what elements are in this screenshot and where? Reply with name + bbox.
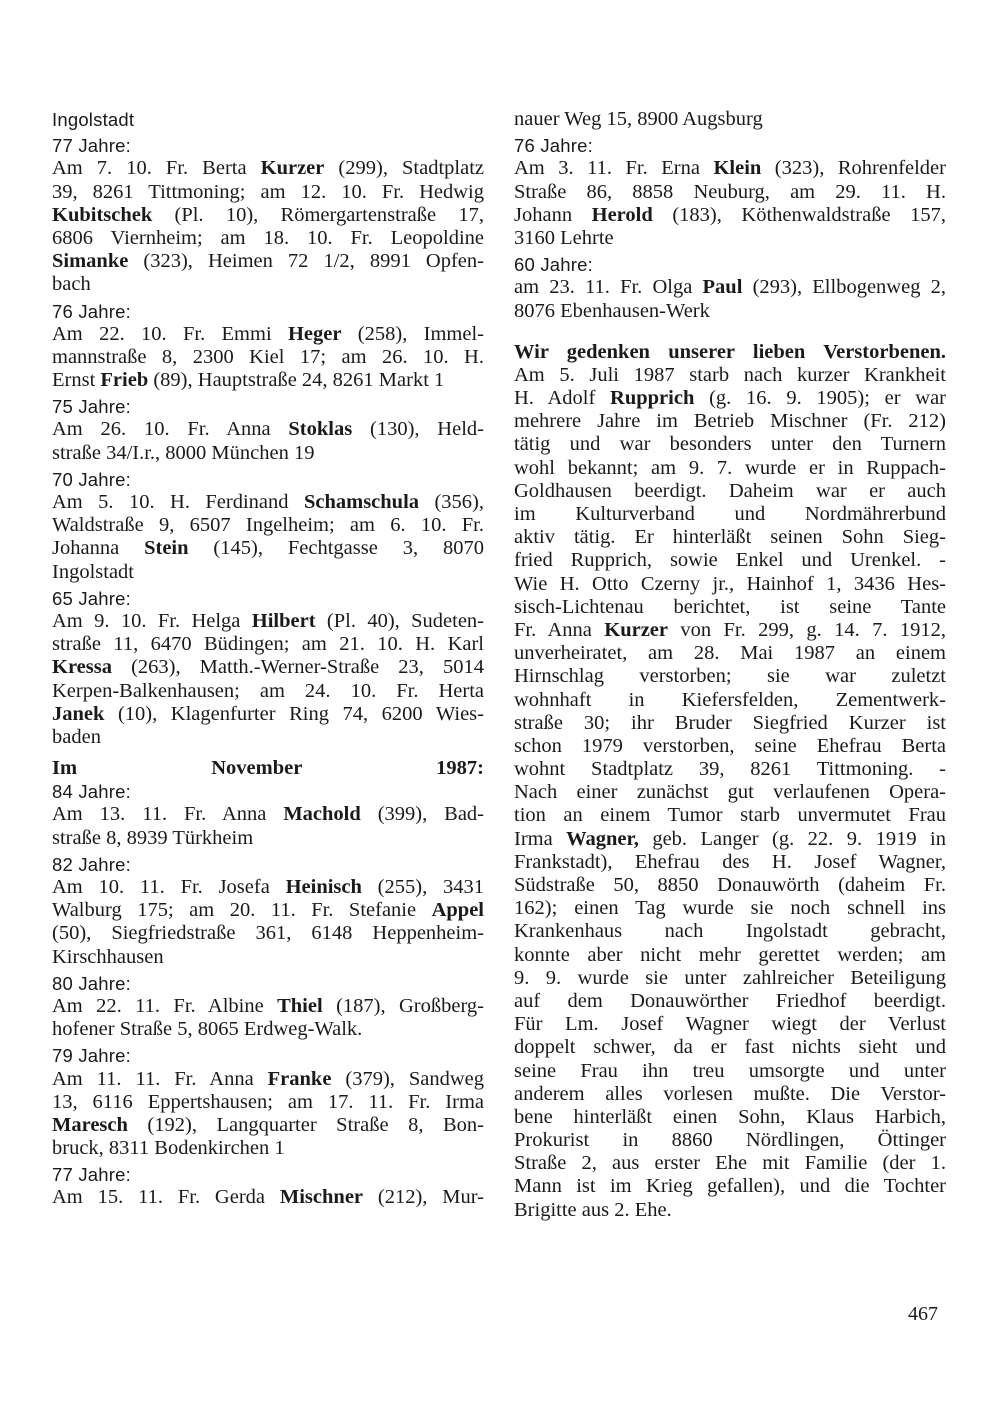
text-line	[52, 1091, 484, 1114]
text-segment: Waldstraße 9, 6507 Ingelheim; am 6. 10. Fr.	[52, 514, 484, 537]
text-block	[514, 108, 946, 131]
text-segment: (10), Klagenfurter Ring 74, 6200 Wies-	[104, 702, 484, 725]
text-line	[514, 204, 946, 227]
text-segment: anderem alles vorlesen mußte. Die Verstor-	[514, 1082, 946, 1105]
text-line	[514, 526, 946, 549]
text-line	[514, 480, 946, 503]
text-segment: Am 22. 10. Fr. Emmi	[52, 322, 288, 345]
right-column	[514, 108, 946, 1222]
text-line	[514, 276, 946, 299]
text-line	[52, 204, 484, 227]
text-line	[52, 633, 484, 656]
age-heading: 79 Jahre:	[52, 1045, 131, 1067]
name-bold: Thiel	[277, 994, 323, 1017]
text-segment: (323), Heimen 72 1/2, 8991 Opfen-	[128, 250, 484, 273]
text-segment: (89), Hauptstraße 24, 8261 Markt 1	[148, 369, 445, 392]
name-bold: Wagner,	[566, 827, 639, 850]
name-bold: Heger	[287, 322, 342, 345]
text-block	[52, 587, 484, 749]
name-bold: Hilbert	[251, 609, 316, 632]
age-heading: 76 Jahre:	[52, 300, 131, 322]
text-line	[514, 1036, 946, 1059]
text-line	[514, 300, 946, 323]
text-line	[514, 549, 946, 572]
text-segment: bach	[52, 273, 91, 296]
age-heading: Ingolstadt	[52, 109, 135, 130]
text-line	[52, 442, 484, 465]
text-segment: (255), 3431	[361, 876, 484, 898]
text-segment: (263), Matth.-Werner-Straße 23, 5014	[111, 656, 484, 679]
text-block	[52, 1163, 484, 1209]
text-segment: 13, 6116 Eppertshausen; am 17. 11. Fr. Irma	[52, 1090, 484, 1113]
text-line	[514, 735, 946, 758]
text-segment: aktiv tätig. Er hinterläßt seinen Sohn Sieg-	[514, 526, 946, 549]
text-segment: tätig und war besonders unter den Turnern	[514, 433, 946, 456]
text-segment: Walburg 175; am 20. 11. Fr. Stefanie	[52, 899, 432, 922]
text-line	[52, 346, 484, 369]
name-bold: Kressa	[52, 656, 112, 679]
text-line	[514, 874, 946, 897]
text-segment: 39, 8261 Tittmoning; am 12. 10. Fr. Hedwig	[52, 180, 484, 203]
text-segment: 8076 Ebenhausen-Werk	[514, 299, 710, 322]
text-segment: (145), Fechtgasse 3, 8070	[188, 537, 484, 560]
text-segment: (323), Rohrenfelder	[761, 157, 946, 180]
text-segment: Am 15. 11. Fr. Gerda	[52, 1186, 280, 1209]
text-segment: Für Lm. Josef Wagner wiegt der Verlust	[514, 1013, 946, 1036]
text-line	[514, 1129, 946, 1152]
section-heading: Wir gedenken unserer lieben Verstorbenen.	[514, 340, 946, 363]
name-bold: Herold	[591, 203, 653, 226]
text-line	[514, 828, 946, 851]
text-segment: Am 7. 10. Fr. Berta	[52, 157, 261, 180]
text-line	[514, 433, 946, 456]
text-segment: (187), Großberg-	[322, 994, 484, 1017]
text-block	[52, 395, 484, 465]
text-segment: fried Rupprich, sowie Enkel und Urenkel. -	[514, 549, 946, 572]
text-segment: Mann ist im Krieg gefallen), und die Tochter	[514, 1175, 946, 1198]
text-line	[52, 1018, 484, 1041]
text-line	[52, 561, 484, 584]
text-line	[52, 537, 484, 560]
text-segment: wohl bekannt; am 9. 7. wurde er in Ruppach-	[514, 456, 946, 479]
text-segment: (g. 16. 9. 1905); er war	[694, 387, 946, 410]
text-line	[514, 181, 946, 204]
text-segment: Irma	[514, 827, 567, 850]
text-block	[514, 134, 946, 250]
text-segment: Ingolstadt	[52, 560, 134, 583]
text-segment: geb. Langer (g. 22. 9. 1919 in	[638, 827, 946, 850]
text-line	[514, 665, 946, 688]
text-segment: nauer Weg 15, 8900 Augsburg	[514, 108, 763, 130]
text-segment: am 23. 11. Fr. Olga	[514, 276, 703, 299]
text-segment: (299), Stadtplatz	[324, 157, 484, 180]
text-segment: Brigitte aus 2. Ehe.	[514, 1198, 672, 1221]
text-segment: 3160 Lehrte	[514, 226, 614, 249]
text-segment: Am 9. 10. Fr. Helga	[52, 609, 252, 632]
name-bold: Kubitschek	[52, 203, 153, 226]
text-segment: doppelt schwer, da er fast nichts sieht und	[514, 1036, 946, 1059]
text-line	[514, 1106, 946, 1129]
text-segment: (192), Langquarter Straße 8, Bon-	[127, 1113, 484, 1136]
name-bold: Stein	[144, 537, 189, 560]
age-heading: 82 Jahre:	[52, 853, 131, 875]
text-segment: Am 10. 11. Fr. Josefa	[52, 876, 286, 898]
text-segment: Fr. Anna	[514, 618, 605, 641]
text-line	[52, 157, 484, 180]
name-bold: Klein	[713, 157, 762, 180]
text-line	[52, 418, 484, 441]
name-bold: Kurzer	[604, 618, 668, 641]
text-line	[514, 944, 946, 967]
text-segment: Am 13. 11. Fr. Anna	[52, 803, 284, 826]
text-segment: (50), Siegfriedstraße 361, 6148 Heppenheim-	[52, 922, 484, 945]
text-segment: Hirnschlag verstorben; sie war zuletzt	[514, 665, 946, 688]
age-heading: 70 Jahre:	[52, 468, 131, 490]
text-segment: (Pl. 10), Römergartenstraße 17,	[152, 203, 484, 226]
text-line	[52, 514, 484, 537]
text-segment: (399), Bad-	[360, 803, 484, 826]
text-line	[514, 851, 946, 874]
text-segment: Am 5. Juli 1987 starb nach kurzer Krankheit	[514, 363, 946, 386]
text-line	[52, 1114, 484, 1137]
text-line	[52, 726, 484, 749]
text-line	[52, 610, 484, 633]
text-line	[514, 387, 946, 410]
text-line	[52, 876, 484, 899]
text-segment: Wie H. Otto Czerny jr., Hainhof 1, 3436 Hes-	[514, 572, 946, 595]
text-segment: bruck, 8311 Bodenkirchen 1	[52, 1137, 285, 1160]
text-segment: (212), Mur-	[363, 1186, 485, 1209]
name-bold: Mischner	[279, 1186, 364, 1209]
text-segment: baden	[52, 725, 101, 748]
text-segment: Kerpen-Balkenhausen; am 24. 10. Fr. Herta	[52, 679, 484, 702]
age-heading: 60 Jahre:	[514, 254, 593, 276]
text-line	[514, 642, 946, 665]
text-segment: Straße 2, aus erster Ehe mit Familie (der 1.	[514, 1152, 946, 1175]
text-segment: Frankstadt), Ehefrau des H. Josef Wagner,	[514, 850, 946, 873]
text-block	[52, 853, 484, 969]
text-segment: (Pl. 40), Sudeten-	[315, 609, 485, 632]
text-line	[514, 804, 946, 827]
text-segment: im Kulturverband und Nordmährerbund	[514, 503, 946, 525]
text-line	[52, 369, 484, 392]
name-bold: Rupprich	[610, 387, 695, 410]
text-segment: sisch-Lichtenau berichtet, ist seine Tante	[514, 595, 946, 618]
text-segment: straße 11, 6470 Büdingen; am 21. 10. H. Karl	[52, 633, 484, 656]
text-block	[52, 972, 484, 1042]
text-line	[514, 1013, 946, 1036]
text-line	[52, 1137, 484, 1160]
text-segment: Goldhausen beerdigt. Daheim war er auch	[514, 479, 946, 502]
name-bold: Simanke	[52, 250, 129, 273]
text-line	[52, 1186, 484, 1209]
text-segment: tion an einem Tumor starb unvermutet Frau	[514, 804, 946, 827]
age-heading: 77 Jahre:	[52, 135, 131, 157]
text-line	[514, 157, 946, 180]
text-segment: mannstraße 8, 2300 Kiel 17; am 26. 10. H.	[52, 345, 484, 368]
text-segment: (293), Ellbogenweg 2,	[742, 276, 946, 299]
text-line	[52, 803, 484, 826]
text-segment: Prokurist in 8860 Nördlingen, Öttinger	[514, 1129, 946, 1152]
text-segment: straße 34/I.r., 8000 München 19	[52, 441, 315, 464]
text-line	[52, 656, 484, 679]
text-segment: unverheiratet, am 28. Mai 1987 an einem	[514, 642, 946, 665]
text-segment: wohnhaft in Kiefersfelden, Zementwerk-	[514, 688, 946, 711]
text-line	[52, 323, 484, 346]
name-bold: Schamschula	[303, 491, 420, 513]
text-segment: konnte aber nicht mehr gerettet werden; am	[514, 943, 946, 966]
text-segment: H. Adolf	[514, 387, 611, 410]
text-line	[52, 250, 484, 273]
age-heading: 76 Jahre:	[514, 135, 593, 157]
text-line	[514, 1199, 946, 1222]
text-segment: wohnt Stadtplatz 39, 8261 Tittmoning. -	[514, 758, 946, 781]
age-heading: 77 Jahre:	[52, 1164, 131, 1186]
name-bold: Heinisch	[285, 876, 362, 898]
text-segment: Am 3. 11. Fr. Erna	[514, 157, 714, 180]
text-segment: hofener Straße 5, 8065 Erdweg-Walk.	[52, 1018, 363, 1041]
text-segment: Am 11. 11. Fr. Anna	[52, 1067, 268, 1090]
text-line	[52, 227, 484, 250]
text-line	[514, 1083, 946, 1106]
text-line	[514, 108, 946, 131]
age-heading: 80 Jahre:	[52, 972, 131, 994]
text-line	[52, 995, 484, 1018]
text-segment: (356),	[419, 491, 484, 513]
text-segment: seine Frau ihn treu umsorgte und unter	[514, 1059, 946, 1082]
name-bold: Maresch	[52, 1113, 128, 1136]
text-segment: Am 26. 10. Fr. Anna	[52, 418, 289, 441]
text-line	[514, 967, 946, 990]
age-heading: 65 Jahre:	[52, 587, 131, 609]
name-bold: Kurzer	[260, 157, 325, 180]
name-bold: Paul	[702, 276, 743, 299]
text-block	[514, 253, 946, 323]
text-segment: 9. 9. wurde sie unter zahlreicher Beteiligung	[514, 966, 946, 989]
section-heading: Im November 1987:	[52, 757, 484, 780]
text-line	[514, 1175, 946, 1198]
text-line	[52, 491, 484, 514]
text-line	[514, 781, 946, 804]
text-segment: (183), Köthenwaldstraße 157,	[652, 203, 946, 226]
text-block	[52, 468, 484, 584]
text-segment: Kirschhausen	[52, 945, 164, 968]
text-line	[514, 457, 946, 480]
text-segment: (379), Sandweg	[331, 1067, 484, 1090]
text-line	[514, 1152, 946, 1175]
text-line	[514, 897, 946, 920]
text-block	[52, 1044, 484, 1160]
text-line	[52, 827, 484, 850]
text-line	[514, 990, 946, 1013]
text-segment: straße 30; ihr Bruder Siegfried Kurzer ist	[514, 711, 946, 734]
name-bold: Franke	[267, 1067, 332, 1090]
text-segment: Johann	[514, 203, 592, 226]
text-line	[52, 273, 484, 296]
age-heading: 75 Jahre:	[52, 396, 131, 418]
text-segment: Nach einer zunächst gut verlaufenen Opera-	[514, 781, 946, 804]
text-block	[52, 757, 484, 850]
text-line	[514, 596, 946, 619]
page-number: 467	[908, 1303, 938, 1325]
text-segment: Johanna	[52, 537, 145, 560]
name-bold: Frieb	[100, 369, 149, 392]
text-line	[52, 181, 484, 204]
name-bold: Stoklas	[288, 418, 353, 441]
text-block	[52, 108, 484, 131]
text-segment: bene hinterläßt einen Sohn, Klaus Harbich,	[514, 1105, 946, 1128]
age-heading: 84 Jahre:	[52, 781, 131, 803]
text-line	[514, 503, 946, 526]
name-bold: Appel	[431, 899, 484, 922]
text-line	[514, 364, 946, 387]
text-line	[514, 573, 946, 596]
left-column	[52, 108, 484, 1210]
text-line	[514, 689, 946, 712]
text-segment: mehrere Jahre im Betrieb Mischner (Fr. 212)	[514, 410, 946, 433]
text-block	[514, 341, 946, 1222]
text-block	[52, 134, 484, 296]
text-line	[514, 410, 946, 433]
text-line	[514, 619, 946, 642]
text-line	[514, 920, 946, 943]
text-segment: straße 8, 8939 Türkheim	[52, 826, 254, 849]
text-segment: Krankenhaus nach Ingolstadt gebracht,	[514, 920, 946, 943]
text-line	[52, 922, 484, 945]
text-line	[52, 703, 484, 726]
text-segment: Straße 86, 8858 Neuburg, am 29. 11. H.	[514, 180, 946, 203]
text-line	[514, 712, 946, 735]
text-line	[52, 946, 484, 969]
text-line	[52, 1068, 484, 1091]
text-line	[514, 758, 946, 781]
text-segment: Am 5. 10. H. Ferdinand	[52, 491, 304, 513]
text-segment: Am 22. 11. Fr. Albine	[52, 994, 278, 1017]
text-segment: Südstraße 50, 8850 Donauwörth (daheim Fr.	[514, 874, 946, 896]
text-segment: 6806 Viernheim; am 18. 10. Fr. Leopoldine	[52, 226, 484, 249]
text-segment: 162); einen Tag wurde sie noch schnell ins	[514, 897, 946, 920]
text-segment: Ernst	[52, 369, 101, 392]
name-bold: Machold	[283, 803, 361, 826]
text-segment: schon 1979 verstorben, seine Ehefrau Berta	[514, 734, 946, 757]
text-line	[52, 899, 484, 922]
text-line	[52, 680, 484, 703]
text-segment: von Fr. 299, g. 14. 7. 1912,	[668, 618, 946, 641]
text-segment: auf dem Donauwörther Friedhof beerdigt.	[514, 989, 946, 1012]
text-line	[514, 1060, 946, 1083]
text-block	[52, 300, 484, 393]
text-line	[514, 227, 946, 250]
name-bold: Janek	[52, 702, 105, 725]
text-segment: (130), Held-	[352, 418, 484, 441]
text-segment: (258), Immel-	[341, 322, 484, 345]
